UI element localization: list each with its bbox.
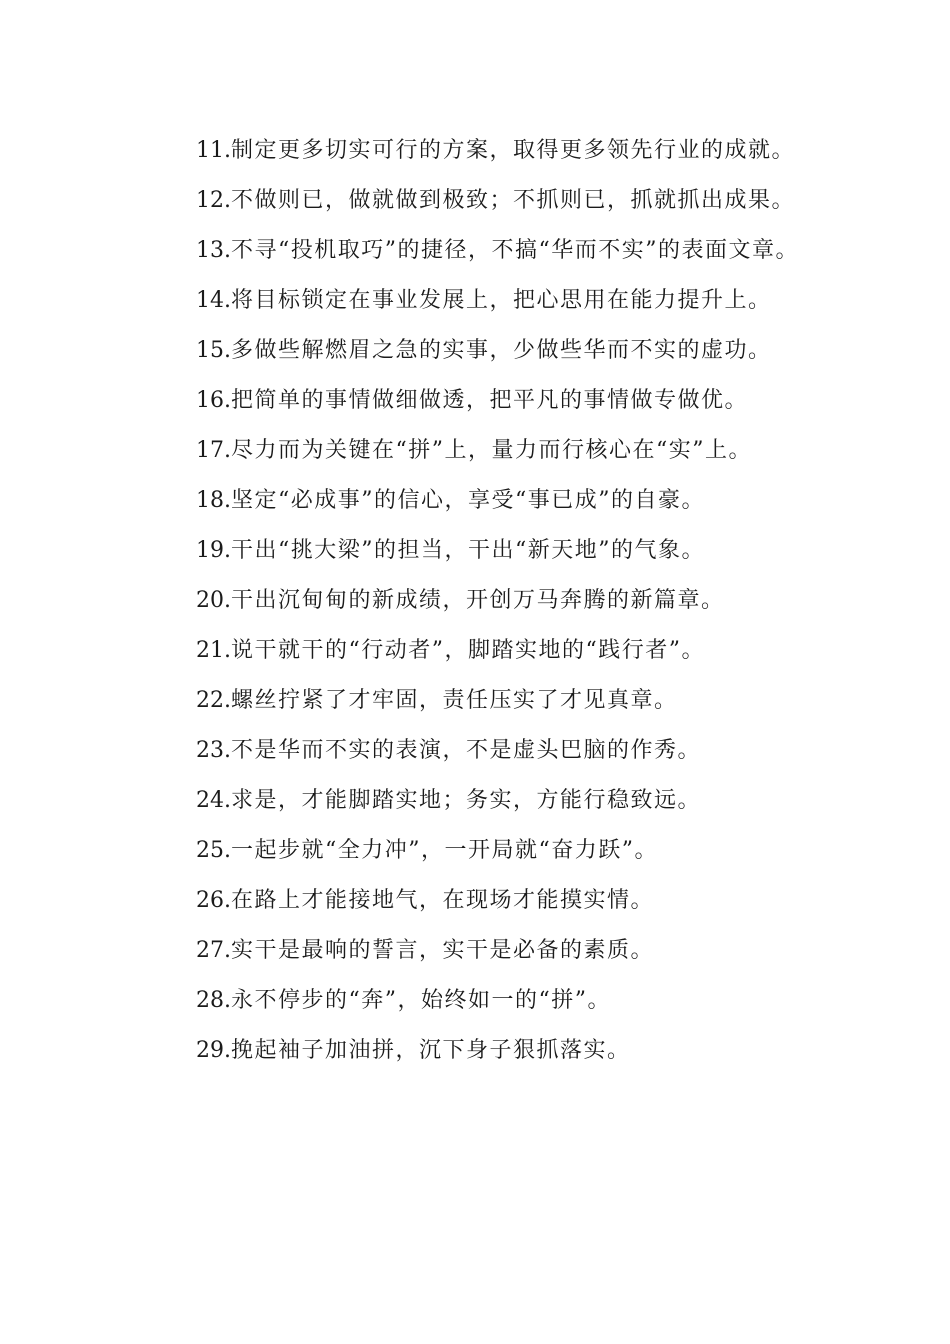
list-item [146, 776, 811, 826]
list-item [146, 426, 811, 476]
list-item [146, 576, 811, 626]
item-number: 12. [196, 188, 231, 213]
list-item [146, 626, 811, 676]
list-item [146, 1026, 811, 1076]
item-text: 尽力而为关键在“拼”上，量力而行核心在“实”上。 [231, 438, 752, 463]
item-text: 把简单的事情做细做透，把平凡的事情做专做优。 [231, 388, 749, 413]
list-item [146, 176, 811, 226]
item-number: 20. [196, 588, 231, 613]
list-item [146, 876, 811, 926]
list-item [146, 126, 811, 176]
item-text: 在路上才能接地气，在现场才能摸实情。 [231, 888, 655, 913]
item-number: 26. [196, 888, 231, 913]
item-text: 不做则已，做就做到极致；不抓则已，抓就抓出成果。 [231, 188, 796, 213]
item-number: 15. [196, 338, 231, 363]
list-item [146, 326, 811, 376]
item-number: 11. [196, 138, 231, 163]
item-number: 17. [196, 438, 231, 463]
item-text: 将目标锁定在事业发展上，把心思用在能力提升上。 [231, 288, 772, 313]
list-item [146, 976, 811, 1026]
item-text: 不寻“投机取巧”的捷径，不搞“华而不实”的表面文章。 [231, 238, 799, 263]
item-text: 坚定“必成事”的信心，享受“事已成”的自豪。 [231, 488, 705, 513]
list-item [146, 726, 811, 776]
document-body [146, 126, 811, 1076]
item-text: 干出“挑大梁”的担当，干出“新天地”的气象。 [231, 538, 705, 563]
item-number: 24. [196, 788, 231, 813]
item-number: 27. [196, 938, 231, 963]
item-number: 28. [196, 988, 231, 1013]
item-text: 说干就干的“行动者”，脚踏实地的“践行者”。 [231, 638, 705, 663]
item-number: 19. [196, 538, 231, 563]
list-item [146, 526, 811, 576]
list-item [146, 476, 811, 526]
item-text: 干出沉甸甸的新成绩，开创万马奔腾的新篇章。 [231, 588, 725, 613]
item-number: 21. [196, 638, 231, 663]
item-text: 求是，才能脚踏实地；务实，方能行稳致远。 [231, 788, 702, 813]
item-number: 25. [196, 838, 231, 863]
item-text: 螺丝拧紧了才牢固，责任压实了才见真章。 [231, 688, 678, 713]
item-text: 不是华而不实的表演，不是虚头巴脑的作秀。 [231, 738, 702, 763]
item-number: 23. [196, 738, 231, 763]
item-text: 一起步就“全力冲”，一开局就“奋力跃”。 [231, 838, 658, 863]
item-number: 13. [196, 238, 231, 263]
item-number: 14. [196, 288, 231, 313]
item-number: 16. [196, 388, 231, 413]
list-item [146, 276, 811, 326]
list-item [146, 376, 811, 426]
list-item [146, 926, 811, 976]
item-number: 22. [196, 688, 231, 713]
list-item [146, 676, 811, 726]
item-text: 制定更多切实可行的方案，取得更多领先行业的成就。 [231, 138, 796, 163]
item-number: 29. [196, 1038, 231, 1063]
list-item [146, 226, 811, 276]
list-item [146, 826, 811, 876]
item-text: 多做些解燃眉之急的实事，少做些华而不实的虚功。 [231, 338, 772, 363]
item-text: 实干是最响的誓言，实干是必备的素质。 [231, 938, 655, 963]
item-text: 挽起袖子加油拼，沉下身子狠抓落实。 [231, 1038, 631, 1063]
item-number: 18. [196, 488, 231, 513]
item-text: 永不停步的“奔”，始终如一的“拼”。 [231, 988, 611, 1013]
